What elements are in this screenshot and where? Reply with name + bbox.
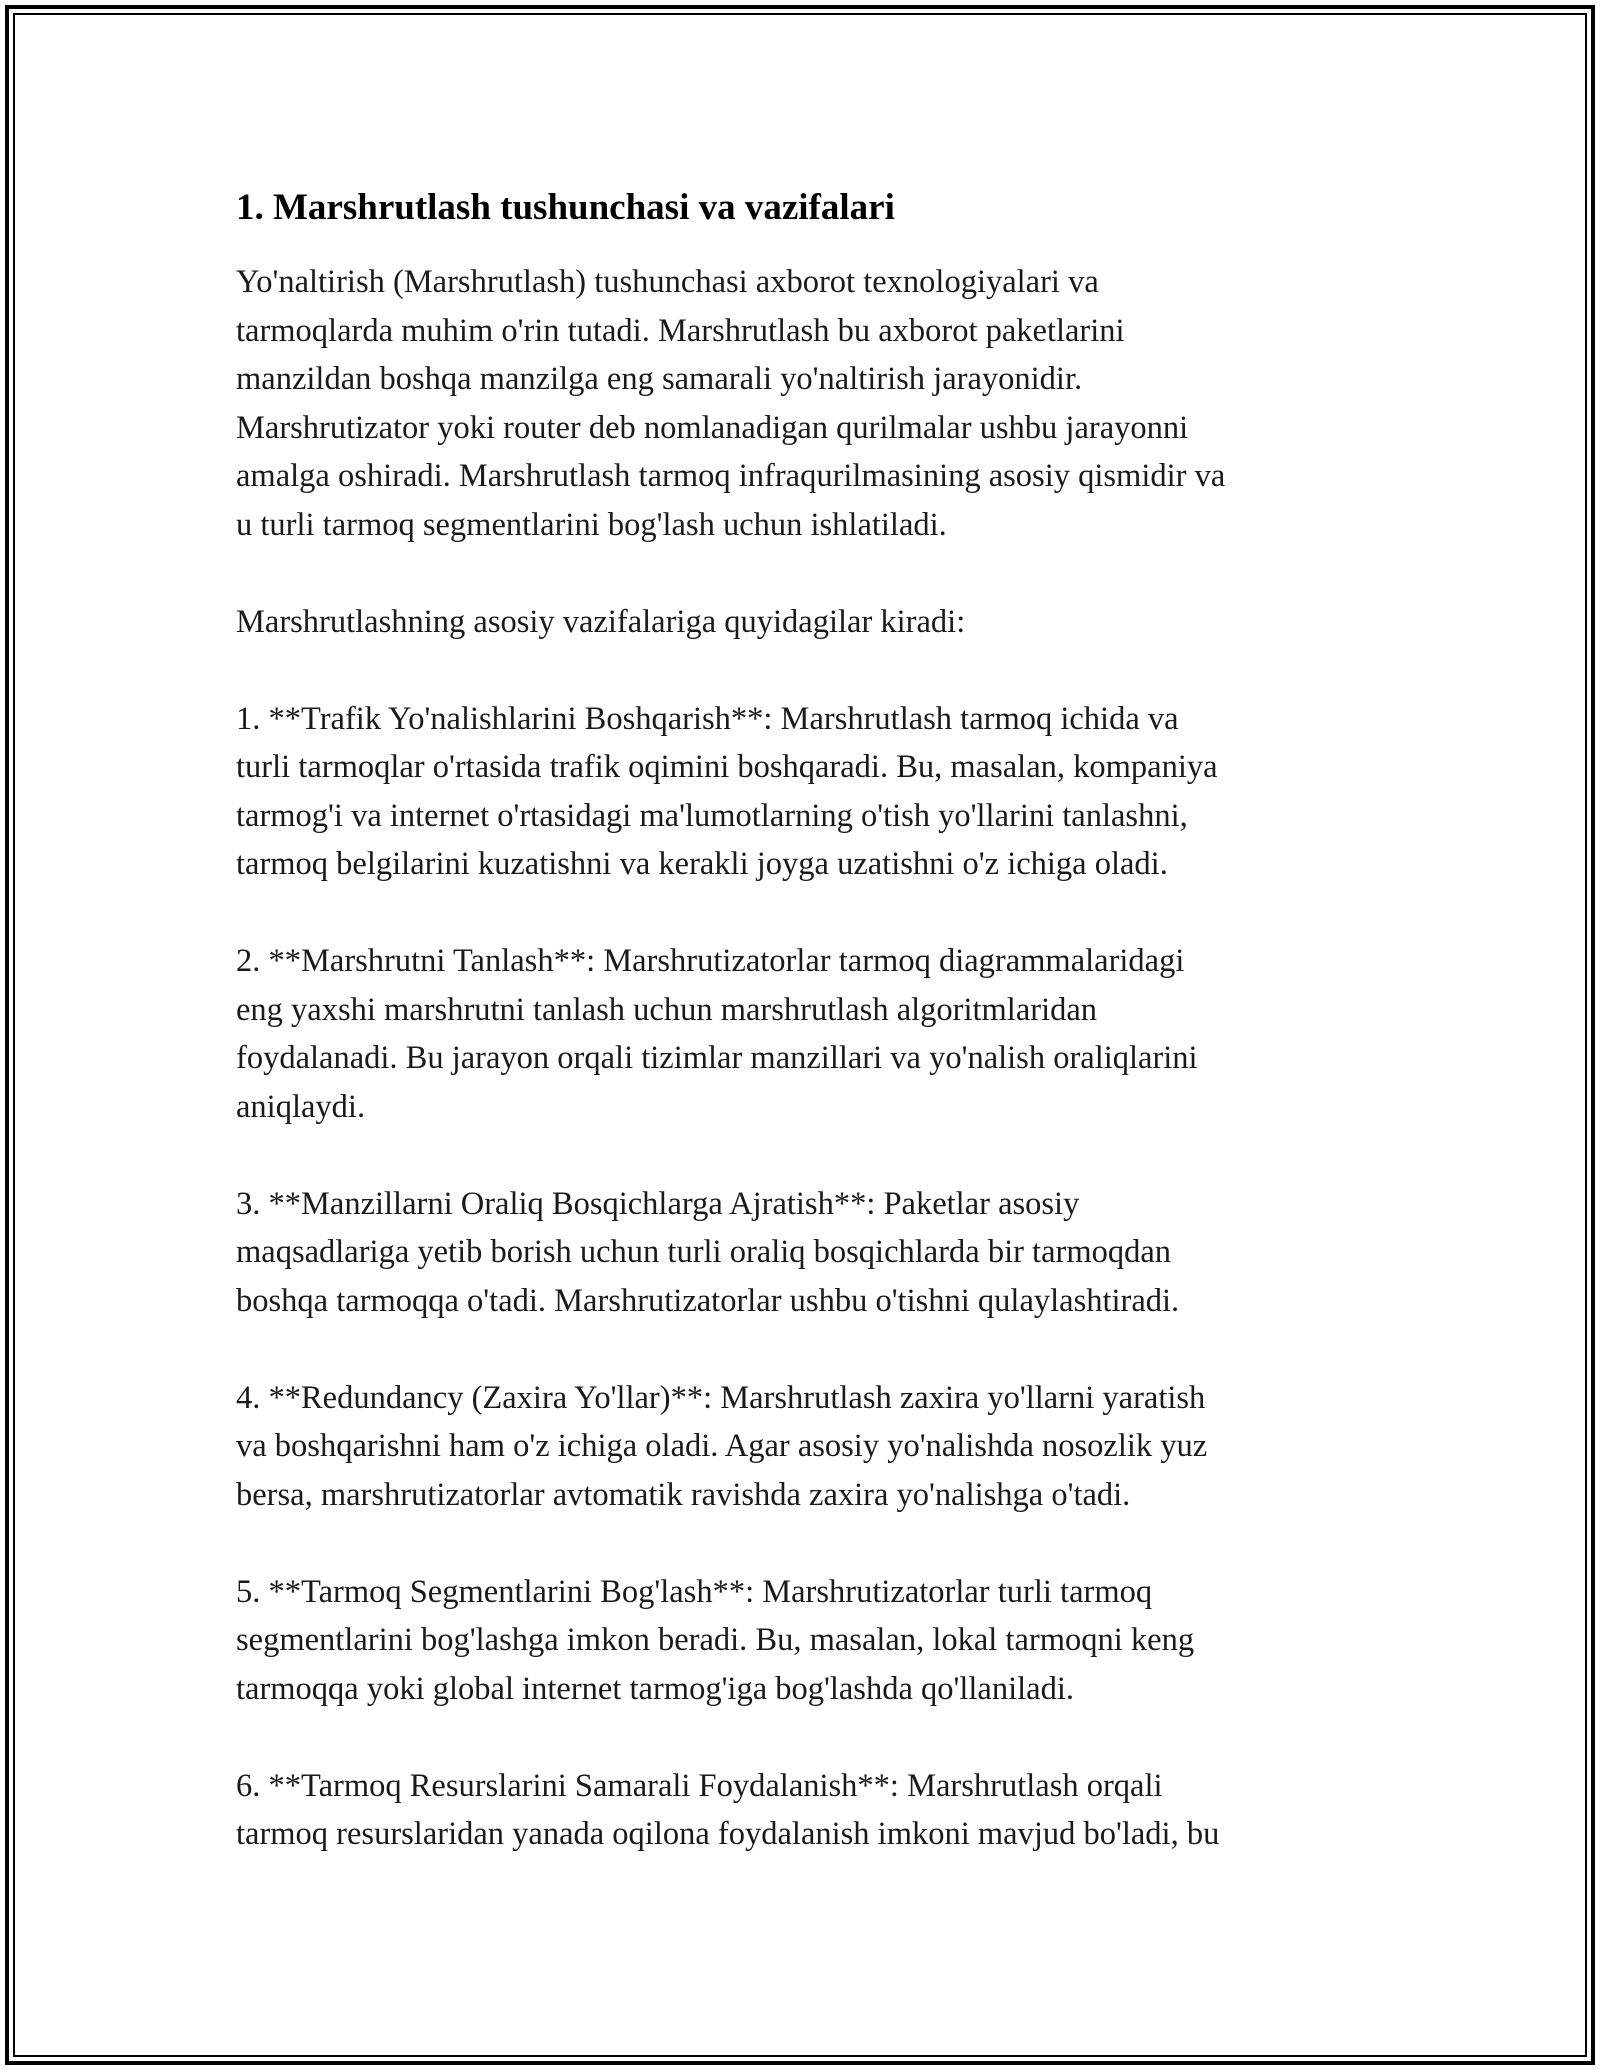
text-line: u turli tarmoq segmentlarini bog'lash uchun ishlatiladi. <box>236 506 947 543</box>
text-line: 3. **Manzillarni Oraliq Bosqichlarga Ajratish**: Paketlar asosiy <box>236 1185 1080 1222</box>
text-line: eng yaxshi marshrutni tanlash uchun marshrutlash algoritmlaridan <box>236 991 1098 1028</box>
text-line: tarmoqlarda muhim o'rin tutadi. Marshrutlash bu axborot paketlarini <box>236 312 1125 349</box>
text-line: segmentlarini bog'lashga imkon beradi. Bu, masalan, lokal tarmoqni keng <box>236 1622 1195 1658</box>
text-line: 1. **Trafik Yo'nalishlarini Boshqarish**: Marshrutlash tarmoq ichida va <box>236 700 1179 737</box>
text-line: 6. **Tarmoq Resurslarini Samarali Foydalanish**: Marshrutlash orqali <box>236 1767 1163 1804</box>
text-line: manzildan boshqa manzilga eng samarali yo'naltirish jarayonidir. <box>236 361 1083 397</box>
text-line: Marshrutlashning asosiy vazifalariga quyidagilar kiradi: <box>236 603 966 640</box>
list-item-6 <box>236 1762 1366 1859</box>
text-line: maqsadlariga yetib borish uchun turli oraliq bosqichlarda bir tarmoqdan <box>236 1234 1172 1270</box>
list-item-5 <box>236 1568 1366 1714</box>
text-line: 2. **Marshrutni Tanlash**: Marshrutizatorlar tarmoq diagrammalaridagi <box>236 943 1185 979</box>
text-line: amalga oshiradi. Marshrutlash tarmoq infraqurilmasining asosiy qismidir va <box>236 458 1226 494</box>
section-heading: 1. Marshrutlash tushunchasi va vazifalari <box>236 187 895 228</box>
text-line: 4. **Redundancy (Zaxira Yo'llar)**: Marshrutlash zaxira yo'llarni yaratish <box>236 1379 1206 1416</box>
text-line: 5. **Tarmoq Segmentlarini Bog'lash**: Marshrutizatorlar turli tarmoq <box>236 1573 1153 1610</box>
list-item-1 <box>236 695 1366 889</box>
text-line: boshqa tarmoqqa o'tadi. Marshrutizatorlar ushbu o'tishni qulaylashtiradi. <box>236 1282 1180 1319</box>
document-body <box>236 186 1366 1907</box>
list-item-3 <box>236 1180 1366 1326</box>
text-line: tarmoq belgilarini kuzatishni va kerakli joyga uzatishni o'z ichiga oladi. <box>236 846 1168 882</box>
text-line: Yo'naltirish (Marshrutlash) tushunchasi axborot texnologiyalari va <box>236 264 1099 300</box>
text-line: Marshrutizator yoki router deb nomlanadigan qurilmalar ushbu jarayonni <box>236 409 1189 446</box>
intro-paragraph <box>236 258 1366 549</box>
list-intro-paragraph <box>236 598 1366 647</box>
text-line: tarmog'i va internet o'rtasidagi ma'lumotlarning o'tish yo'llarini tanlashni, <box>236 797 1188 834</box>
text-line: va boshqarishni ham o'z ichiga oladi. Agar asosiy yo'nalishda nosozlik yuz <box>236 1428 1208 1464</box>
list-item-2 <box>236 937 1366 1131</box>
text-line: tarmoq resurslaridan yanada oqilona foydalanish imkoni mavjud bo'ladi, bu <box>236 1816 1220 1852</box>
text-line: tarmoqqa yoki global internet tarmog'iga bog'lashda qo'llaniladi. <box>236 1670 1074 1707</box>
text-line: aniqlaydi. <box>236 1088 366 1125</box>
list-item-4 <box>236 1374 1366 1520</box>
text-line: turli tarmoqlar o'rtasida trafik oqimini boshqaradi. Bu, masalan, kompaniya <box>236 749 1218 785</box>
text-line: bersa, marshrutizatorlar avtomatik ravishda zaxira yo'nalishga o'tadi. <box>236 1476 1131 1513</box>
text-line: foydalanadi. Bu jarayon orqali tizimlar manzillari va yo'nalish oraliqlarini <box>236 1040 1198 1076</box>
